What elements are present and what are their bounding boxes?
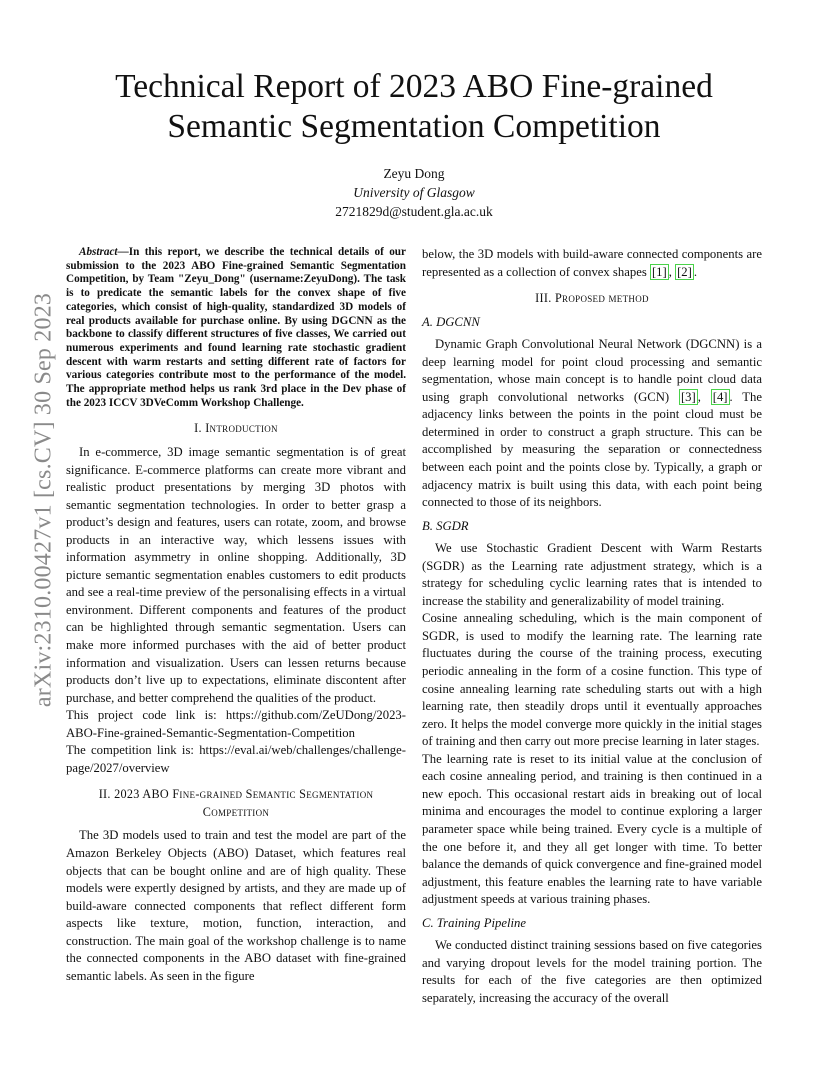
sgdr-paragraph-3: The learning rate is reset to its initial value at the conclusion of each cosine annealing period, and training is then continued in a new epoch. This occasional restart aids in breaking out of local minima and encourages the model to continue exploring a larger parameter space while being trained. Every cycle is a multiple of the one before it, and they all get longer with time. To better balance the demands of quick convergence and fine-grained model adjustment, this feature enables the learning rate to have variable adjustment speeds at various training phases. [422,751,762,907]
competition-link[interactable]: The competition link is: https://eval.ai/web/challenges/challenge-page/2027/overview [66,743,406,775]
author-email: 2721829d@student.gla.ac.uk [335,204,493,219]
section-heading-method [422,290,762,308]
subsection-heading-sgdr: B. SGDR [422,518,469,533]
section-heading-introduction [66,420,406,438]
project-code-link[interactable]: This project code link is: https://github.com/ZeUDong/2023-ABO-Fine-grained-Semantic-Segmentation-Competition [66,708,406,740]
citation-link[interactable]: [4] [712,389,728,404]
section-title: 2023 ABO Fine-grained Semantic Segmentation Competition [114,787,374,819]
pipeline-paragraph: We conducted distinct training sessions based on five categories and varying dropout levels for the model training portion. The results for each of the five categories are then optimized separately, increasing the accuracy of the overall [422,938,762,1005]
section-title: Introduction [205,421,278,436]
abstract-text: —In this report, we describe the technical details of our submission to the 2023 ABO Fine-grained Semantic Segmentation Competition, by Team "Zeyu_Dong" (username:ZeyuDong). The task is to predicate the semantic labels for the convex shape of five categories, which consist of high-quality, standardized 3D models of real products available for purchase online. By using DGCNN as the backbone to classify different structures of five classes, We carried out numerous experiments and found learning rate stochastic gradient descent with warm restarts and setting different rate of factors for various categories contribute most to the performance of the model. The appropriate method helps us rank 3rd place in the Dev phase of the 2023 ICCV 3DVeComm Workshop Challenge. [66,246,406,409]
sgdr-paragraph: We use Stochastic Gradient Descent with Warm Restarts (SGDR) as the Learning rate adjustment strategy, which is a strategy for scheduling cyclic learning rates that is intended to increase the stability and generalizability of model training. [422,541,762,608]
abstract-label: Abstract [79,246,118,258]
intro-paragraph: In e-commerce, 3D image semantic segmentation is of great significance. E-commerce platforms can create more vibrant and realistic product presentations by merging 3D photos with semantic segmentation technologies. In order to better grasp a product’s design and features, users can rotate, zoom, and browse products in an interactive way, which lessens issues with information asymmetry in online shopping. Additionally, 3D picture semantic segmentation enables customers to edit products and see a real-time preview of the personalising effects in a virtual environment. Different components and features of the product can be highlighted through semantic segmentation. Users can make more informed purchases with the aid of better product information and visualization. Users can lessen returns because products don’t live up to expectations, eliminate discontent after purchase, and better comprehend the qualities of the product. [66,444,406,705]
dgcnn-text-continued: The adjacency links between the points in the point cloud must be determined in order to construct a graph structure. This can be accomplished by measuring the separation or connectedness between each point and the points close by. Typically, a graph or adjacency matrix is built using this data, with each point being connected to those of its neighbors. [422,389,762,510]
subsection-heading-dgcnn: A. DGCNN [422,314,480,329]
arxiv-id: arXiv:2310.00427v1 [cs.CV] 30 Sep 2023 [30,292,57,708]
author-block [80,164,748,221]
section-number: III. [535,291,552,306]
section-title: Proposed method [554,291,649,306]
section-heading-competition [66,786,406,821]
right-column [422,246,762,1007]
citation-link[interactable]: [1] [651,264,667,279]
paper-title: Technical Report of 2023 ABO Fine-grained Semantic Segmentation Competition [115,68,713,145]
abstract [66,246,406,410]
competition-text: below, the 3D models with build-aware connected components are represented as a collection of convex shapes [422,247,762,279]
citation-link[interactable]: [2] [677,264,692,279]
competition-paragraph: The 3D models used to train and test the model are part of the Amazon Berkeley Objects (ABO) Dataset, which features real objects that can be bought online and are of high quality. These models were expertly designed by artists, and they are made up of build-aware connected components that reflect different form aspects like texture, motion, function, interaction, and construction. The main goal of the workshop challenge is to name the connected components in the ABO dataset with fine-grained semantic labels. As seen in the figure [66,828,406,983]
left-column [66,246,406,985]
sgdr-paragraph-2: Cosine annealing scheduling, which is the main component of SGDR, is used to modify the learning rate. The learning rate fluctuates during the course of the training process, executing periodic annealing in the form of a cosine function. This type of cosine annealing learning rate scheduling starts out with a high learning rate, then steadily drops until it eventually approaches zero. It helps the model converge more quickly in the initial stages of training and then carry out more precise learning in later stages. [422,611,762,749]
dgcnn-paragraph: Dynamic Graph Convolutional Neural Network (DGCNN) is a deep learning model for point cloud processing and semantic segmentation, whose main concept is to handle point cloud data using graph convolutional networks (GCN) [3] , [4] . The adjacency links between the points in the point cloud must be determined in order to construct a graph structure. This can be accomplished by measuring the separation or connectedness between each point and the points close by. Typically, a graph or adjacency matrix is built using this data, with each point being connected to those of its neighbors. [422,337,762,510]
competition-paragraph-continued: below, the 3D models with build-aware connected components are represented as a collection of convex shapes [1] , [2] . [422,247,762,279]
section-number: II. [98,787,111,802]
section-number: I. [194,421,202,436]
arxiv-watermark [24,230,64,770]
author-affiliation: University of Glasgow [353,185,475,200]
subsection-heading-pipeline: C. Training Pipeline [422,915,526,930]
author-name: Zeyu Dong [383,166,445,181]
citation-link[interactable]: [3] [680,389,696,404]
dgcnn-text: Dynamic Graph Convolutional Neural Network (DGCNN) is a deep learning model for point cloud processing and semantic segmentation, whose main concept is to handle point cloud data using graph convolutional networks (GCN) [422,337,762,404]
